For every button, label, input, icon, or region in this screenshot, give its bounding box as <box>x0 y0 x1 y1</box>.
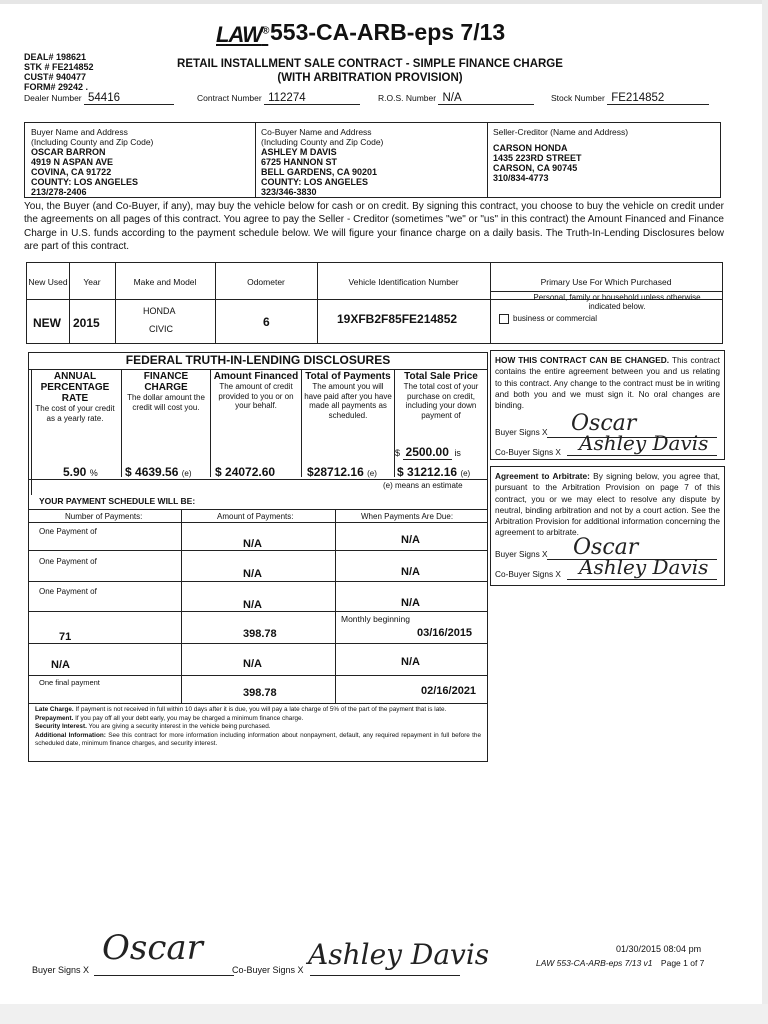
finance-charge-column: FINANCE CHARGE The dollar amount the credit will cost you. <box>127 371 205 412</box>
arb-cobuyer-signs: Co-Buyer Signs X <box>495 569 561 579</box>
business-checkbox[interactable] <box>499 314 509 324</box>
change-cobuyer-signs: Co-Buyer Signs X <box>495 447 561 457</box>
contract-number: Contract Number 112274 <box>197 92 360 105</box>
apr-column: ANNUAL PERCENTAGE RATE The cost of your credit as a yearly rate. <box>35 371 115 423</box>
tila-box <box>28 352 488 762</box>
amount-financed-column: Amount Financed The amount of credit provided to you or on your behalf. <box>213 371 299 410</box>
schedule-row-3-amount: N/A <box>243 599 262 611</box>
footer-datetime: 01/30/2015 08:04 pm <box>616 944 702 954</box>
arb-buyer-signature: Oscar <box>573 535 639 560</box>
footer-cobuyer-signs: Co-Buyer Signs X <box>232 965 304 975</box>
odometer-value: 6 <box>263 315 270 329</box>
vehicle-table <box>26 262 723 344</box>
buyer-block: Buyer Name and Address (Including County and Zip Code) OSCAR BARRON 4919 N ASPAN AVE COVINA, CA 91722 COUNTY: LOS ANGELES 213/278-2406 <box>31 127 154 197</box>
change-buyer-signature: Oscar <box>571 411 637 436</box>
intro-paragraph: You, the Buyer (and Co-Buyer, if any), may buy the vehicle below for cash or on credit. By signing this contract, you choose to buy the vehicle on credit under the agreements on all pages of this contract. You agree to pay the Seller - Creditor (sometimes "we" or "us" in this contract) the Amount Financed and Finance Charge in U.S. funds according to the payment schedule below. We will figure your finance charge on a daily basis. The Truth-In-Lending Disclosures below are part of this contract. <box>24 201 724 252</box>
arb-buyer-signs: Buyer Signs X <box>495 549 548 559</box>
deal-info: DEAL# 198621 STK # FE214852 CUST# 940477 FORM# 29242 . <box>24 52 94 92</box>
col-new-used: New Used <box>28 276 68 287</box>
col-make-model: Make and Model <box>133 276 197 287</box>
page-edge <box>0 0 768 4</box>
col-odometer: Odometer <box>247 276 285 287</box>
schedule-row-2-number: One Payment of <box>39 557 97 566</box>
page-edge-right <box>762 0 768 1024</box>
col-vin: Vehicle Identification Number <box>348 276 459 287</box>
arbitration-box: Agreement to Arbitrate: By signing below, you agree that, pursuant to the Arbitration Provision on page 7 of this contract, you or we may elect to resolve any dispute by neutral, binding arbitration and not by a court action. See the Arbitration Provision for additional information concerning the agreement to arbitrate. Buyer Signs X Co-Buyer Signs X Oscar Ashley Davis <box>490 466 725 586</box>
stock-number: Stock Number FE214852 <box>551 92 709 105</box>
arb-cobuyer-signature: Ashley Davis <box>579 555 709 579</box>
contract-title: RETAIL INSTALLMENT SALE CONTRACT - SIMPLE FINANCE CHARGE (WITH ARBITRATION PROVISION) <box>177 58 563 84</box>
schedule-terms: Late Charge. If payment is not received in full within 10 days after it is due, you will pay a late charge of 5% of the part of the payment that is late. Prepayment. If you pay off all your debt early, you may be charged a minimum finance charge. Security Interest. You are giving a security interest in the vehicle being purchased. Additional Information: See this contract for more information including information about nonpayment, default, any required repayment in full before the scheduled date, minimum finance charges, and security interest. <box>35 706 482 748</box>
schedule-row-1-number: One Payment of <box>39 527 97 536</box>
finance-charge-value: $ 4639.56 (e) <box>125 465 192 479</box>
form-title: 553-CA-ARB-eps 7/13 <box>270 19 506 45</box>
schedule-row-6-amount: 398.78 <box>243 687 277 699</box>
schedule-row-2-when: N/A <box>401 566 420 578</box>
col-number-payments: Number of Payments: <box>65 512 143 521</box>
parties-box <box>24 122 721 198</box>
col-primary-use: Primary Use For Which Purchased <box>540 276 672 287</box>
schedule-row-3-when: N/A <box>401 597 420 609</box>
schedule-heading: YOUR PAYMENT SCHEDULE WILL BE: <box>39 496 196 506</box>
seller-block: Seller-Creditor (Name and Address) CARSON HONDA 1435 223RD STREET CARSON, CA 90745 310/834-4773 <box>493 127 629 183</box>
estimate-note: (e) means an estimate <box>383 481 463 490</box>
apr-value: 5.90 % <box>63 465 98 479</box>
schedule-row-6-number: One final payment <box>39 678 100 687</box>
year-value: 2015 <box>73 316 100 330</box>
col-year: Year <box>83 276 101 287</box>
use-text: Personal, family or household unless otherwise indicated below. <box>533 293 701 311</box>
new-used-value: NEW <box>33 316 61 330</box>
col-when-due: When Payments Are Due: <box>361 512 454 521</box>
scan-bottom-band <box>0 1004 768 1024</box>
model-value: CIVIC <box>149 324 174 334</box>
schedule-row-4-number: 71 <box>59 631 72 643</box>
footer-buyer-signs: Buyer Signs X <box>32 965 90 975</box>
change-buyer-signs: Buyer Signs X <box>495 427 548 437</box>
schedule-row-5-number: N/A <box>51 659 70 671</box>
law-logo: LAW® <box>216 22 269 47</box>
tila-heading: FEDERAL TRUTH-IN-LENDING DISCLOSURES <box>125 353 391 367</box>
schedule-row-2-amount: N/A <box>243 568 262 580</box>
change-cobuyer-signature: Ashley Davis <box>579 431 709 455</box>
col-amount-payments: Amount of Payments: <box>217 512 294 521</box>
schedule-row-1-amount: N/A <box>243 538 262 550</box>
schedule-row-1-when: N/A <box>401 534 420 546</box>
footer-form-ref: LAW 553-CA-ARB-eps 7/13 v1 Page 1 of 7 <box>536 958 705 968</box>
footer-cobuyer-signature: Ashley Davis <box>308 938 490 971</box>
down-payment: $ 2500.00 is <box>395 445 461 459</box>
schedule-row-5-amount: N/A <box>243 658 262 670</box>
amount-financed-value: $ 24072.60 <box>215 465 276 479</box>
vin-value: 19XFB2F85FE214852 <box>337 312 458 326</box>
ros-number: R.O.S. Number N/A <box>378 92 534 105</box>
business-checkbox-label: business or commercial <box>513 314 598 323</box>
schedule-row-5-when: N/A <box>401 656 420 668</box>
cobuyer-block: Co-Buyer Name and Address (Including County and Zip Code) ASHLEY M DAVIS 6725 HANNON ST BELL GARDENS, CA 90201 COUNTY: LOS ANGELES 323/346-3830 <box>261 127 384 197</box>
total-sale-price-column: Total Sale Price The total cost of your purchase on credit, including your down payment of <box>403 371 479 420</box>
schedule-row-6-when: 02/16/2021 <box>421 685 477 697</box>
total-payments-value: $28712.16 (e) <box>307 465 377 479</box>
total-sale-price-value: $ 31212.16 (e) <box>397 465 471 479</box>
monthly-beginning: Monthly beginning <box>341 614 410 624</box>
footer-buyer-signature: Oscar <box>102 928 203 968</box>
make-value: HONDA <box>143 306 176 316</box>
total-payments-column: Total of Payments The amount you will have paid after you have made all payments as scheduled. <box>304 371 392 420</box>
dealer-number: Dealer Number 54416 <box>24 92 174 105</box>
schedule-row-4-when: 03/16/2015 <box>417 627 473 639</box>
contract-change-box: HOW THIS CONTRACT CAN BE CHANGED. This contract contains the entire agreement between you and us relating to this contract. Any change to the contract must be in writing and both you and we must sign it. No oral changes are binding. Buyer Signs X Co-Buyer Signs X Oscar Ashley Davis <box>490 350 725 460</box>
schedule-row-4-amount: 398.78 <box>243 628 277 640</box>
schedule-row-3-number: One Payment of <box>39 587 97 596</box>
